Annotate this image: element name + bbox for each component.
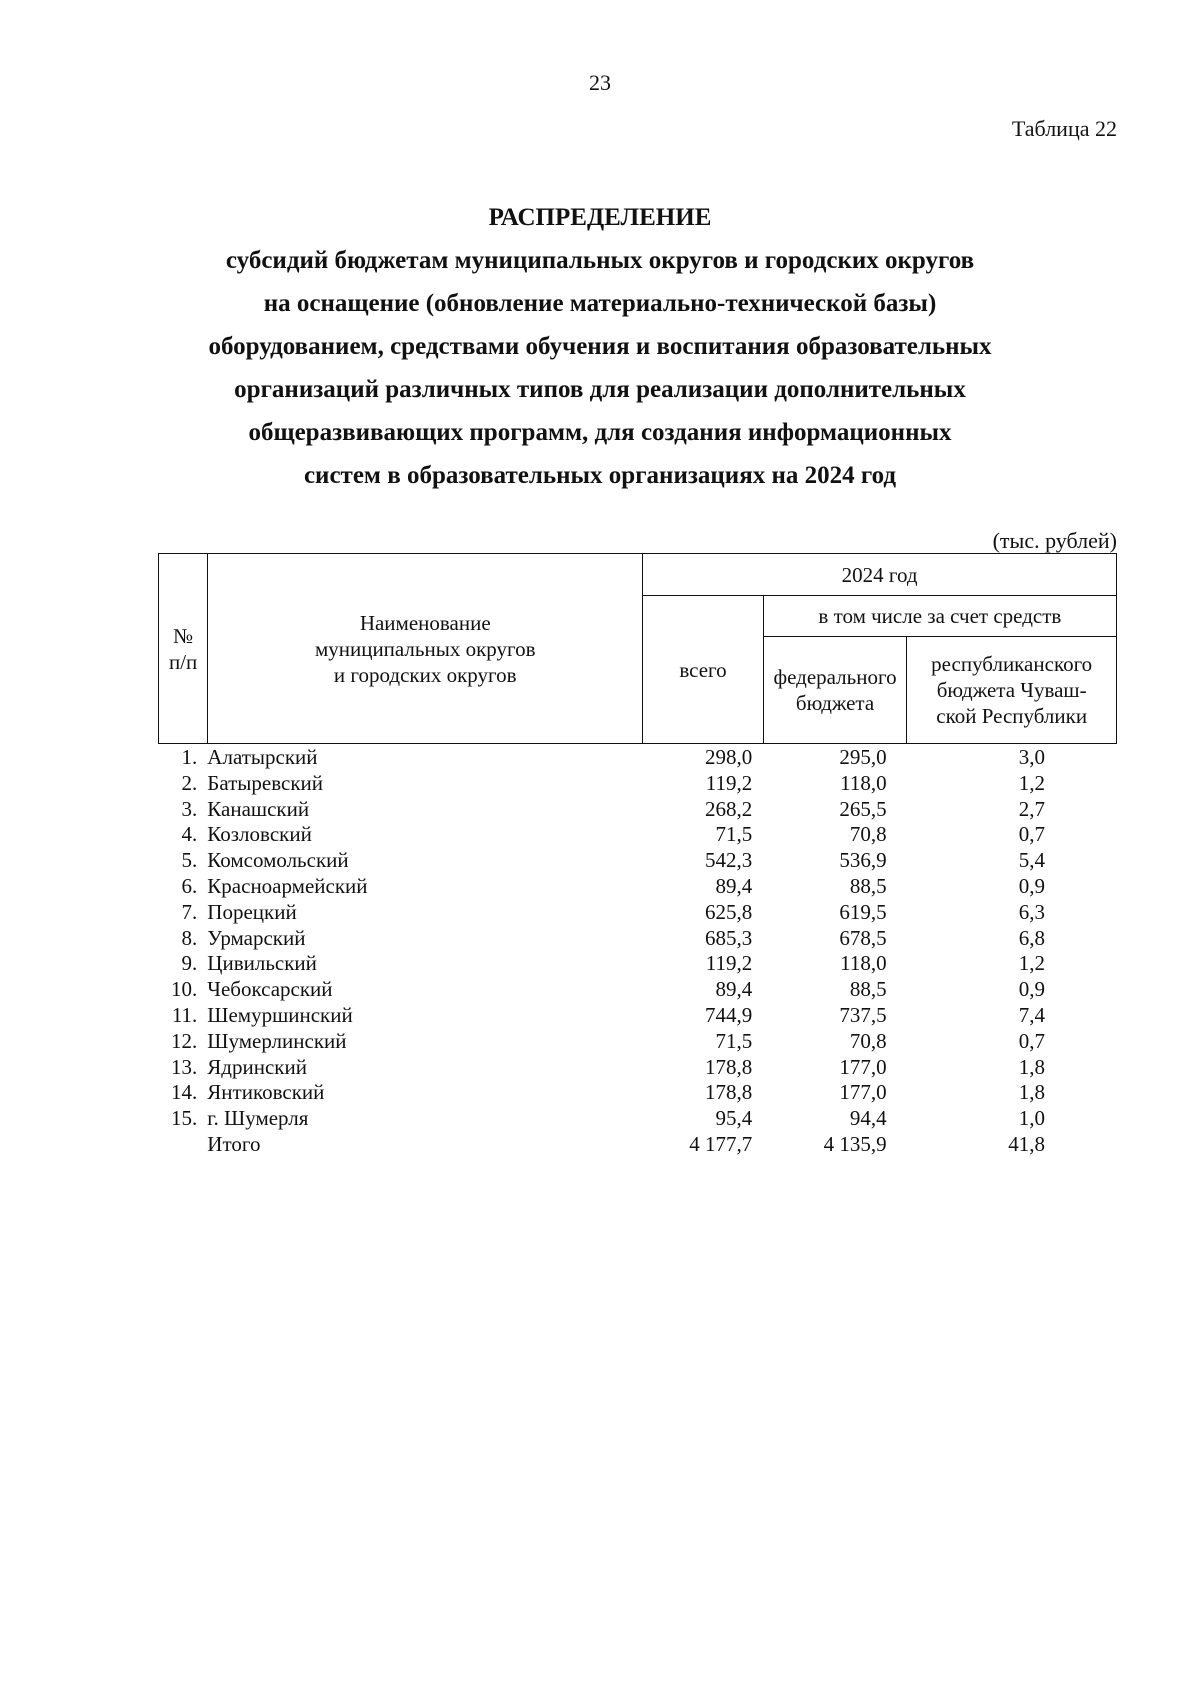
row-name: Шемуршинский — [207, 1002, 353, 1027]
row-republic: 2,7 — [1018, 796, 1045, 821]
row-federal: 88,5 — [849, 873, 887, 898]
table-row — [158, 848, 1117, 874]
row-name: г. Шумерля — [207, 1106, 309, 1131]
header-total: всего — [643, 596, 764, 744]
row-federal: 70,8 — [849, 822, 887, 847]
title-line: субсидий бюджетам муниципальных округов и городских округов — [225, 247, 975, 274]
row-name: Канашский — [207, 796, 310, 821]
row-number: 14. — [171, 1080, 198, 1105]
row-number: 5. — [181, 848, 198, 873]
row-republic: 0,7 — [1018, 822, 1045, 847]
page-number: 23 — [589, 70, 611, 95]
row-number: 10. — [171, 977, 198, 1002]
row-federal: 118,0 — [840, 770, 887, 795]
row-number: 6. — [181, 873, 198, 898]
table-row — [158, 977, 1117, 1003]
row-name: Итого — [207, 1131, 261, 1156]
row-total: 744,9 — [704, 1002, 753, 1027]
table-row — [158, 822, 1117, 848]
row-republic: 1,2 — [1018, 770, 1045, 795]
row-name: Ядринский — [207, 1054, 307, 1079]
units-note: (тыс. рублей) — [992, 528, 1117, 553]
row-federal: 4 135,9 — [823, 1131, 887, 1156]
row-total: 89,4 — [715, 977, 753, 1002]
row-total: 119,2 — [705, 770, 753, 795]
row-name: Урмарский — [207, 925, 306, 950]
row-republic: 1,0 — [1018, 1106, 1045, 1131]
row-number: 4. — [181, 822, 198, 847]
row-name: Козловский — [207, 822, 312, 847]
row-total: 625,8 — [704, 899, 753, 924]
row-republic: 1,8 — [1018, 1080, 1045, 1105]
header-name: Наименование муниципальных округов и городских округов — [208, 554, 643, 744]
document-title — [0, 196, 1200, 497]
title-line: систем в образовательных организациях на 2024 год — [303, 462, 897, 489]
row-total: 685,3 — [704, 925, 753, 950]
table-row — [158, 951, 1117, 977]
row-number — [158, 1132, 203, 1158]
row-total: 4 177,7 — [689, 1131, 753, 1156]
row-total: 268,2 — [704, 796, 753, 821]
table-row — [158, 797, 1117, 823]
row-number: 9. — [181, 951, 198, 976]
row-republic: 0,7 — [1018, 1028, 1045, 1053]
row-federal: 177,0 — [839, 1054, 887, 1079]
header-year: 2024 год — [643, 554, 1117, 596]
title-line: оборудованием, средствами обучения и воспитания образовательных — [208, 333, 992, 360]
row-total: 89,4 — [715, 873, 753, 898]
table-body — [158, 745, 1117, 1158]
row-republic: 0,9 — [1018, 873, 1045, 898]
header-including: в том числе за счет средств — [763, 596, 1116, 637]
table-header — [158, 553, 1117, 744]
title-line: РАСПРЕДЕЛЕНИЕ — [488, 204, 712, 231]
row-federal: 88,5 — [849, 977, 887, 1002]
title-line: на оснащение (обновление материально-технической базы) — [263, 290, 937, 317]
row-federal: 265,5 — [839, 796, 887, 821]
row-republic: 6,3 — [1018, 899, 1045, 924]
table-row — [158, 1003, 1117, 1029]
row-total: 95,4 — [715, 1106, 753, 1131]
row-republic: 3,0 — [1018, 745, 1045, 769]
row-federal: 177,0 — [839, 1080, 887, 1105]
row-federal: 737,5 — [839, 1002, 887, 1027]
row-total: 542,3 — [704, 848, 753, 873]
table-row — [158, 771, 1117, 797]
row-republic: 6,8 — [1018, 925, 1045, 950]
row-name: Шумерлинский — [207, 1028, 347, 1053]
row-federal: 118,0 — [840, 951, 887, 976]
row-number: 8. — [181, 925, 198, 950]
row-federal: 70,8 — [849, 1028, 887, 1053]
row-number: 15. — [171, 1106, 198, 1131]
row-name: Комсомольский — [207, 848, 349, 873]
total-row — [158, 1132, 1117, 1158]
row-name: Янтиковский — [207, 1080, 325, 1105]
row-federal: 94,4 — [849, 1106, 887, 1131]
row-name: Цивильский — [207, 951, 317, 976]
table-row — [158, 926, 1117, 952]
row-number: 3. — [181, 796, 198, 821]
row-republic: 41,8 — [1008, 1131, 1045, 1156]
table-row — [158, 1080, 1117, 1106]
table-label: Таблица 22 — [1011, 116, 1117, 141]
row-republic: 7,4 — [1018, 1002, 1045, 1027]
table-row — [158, 900, 1117, 926]
header-number: № п/п — [159, 554, 208, 744]
row-republic: 0,9 — [1018, 977, 1045, 1002]
table-row — [158, 874, 1117, 900]
header-republic: республиканского бюджета Чуваш- ской Республики — [907, 637, 1117, 744]
rows-body — [158, 745, 1117, 1158]
row-number: 1. — [181, 745, 198, 769]
row-number: 11. — [171, 1002, 198, 1027]
row-name: Алатырский — [207, 745, 318, 769]
row-republic: 1,2 — [1018, 951, 1045, 976]
row-number: 12. — [171, 1028, 198, 1053]
row-federal: 619,5 — [839, 899, 887, 924]
row-republic: 1,8 — [1018, 1054, 1045, 1079]
row-total: 119,2 — [705, 951, 753, 976]
row-name: Красноармейский — [207, 873, 368, 898]
table-row — [158, 1106, 1117, 1132]
row-total: 71,5 — [715, 1028, 753, 1053]
row-federal: 295,0 — [839, 745, 887, 769]
header-federal: федерального бюджета — [763, 637, 907, 744]
row-name: Батыревский — [207, 770, 324, 795]
row-republic: 5,4 — [1018, 848, 1045, 873]
row-total: 71,5 — [715, 822, 753, 847]
row-federal: 678,5 — [839, 925, 887, 950]
row-total: 298,0 — [704, 745, 753, 769]
table-row — [158, 745, 1117, 771]
row-number: 13. — [171, 1054, 198, 1079]
title-line: организаций различных типов для реализации дополнительных — [234, 376, 966, 403]
row-name: Чебоксарский — [207, 977, 333, 1002]
row-total: 178,8 — [704, 1080, 753, 1105]
row-federal: 536,9 — [839, 848, 887, 873]
row-total: 178,8 — [704, 1054, 753, 1079]
title-line: общеразвивающих программ, для создания информационных — [248, 419, 952, 446]
row-name: Порецкий — [207, 899, 297, 924]
row-number: 2. — [181, 770, 198, 795]
row-number: 7. — [181, 899, 198, 924]
table-row — [158, 1055, 1117, 1081]
table-row — [158, 1029, 1117, 1055]
